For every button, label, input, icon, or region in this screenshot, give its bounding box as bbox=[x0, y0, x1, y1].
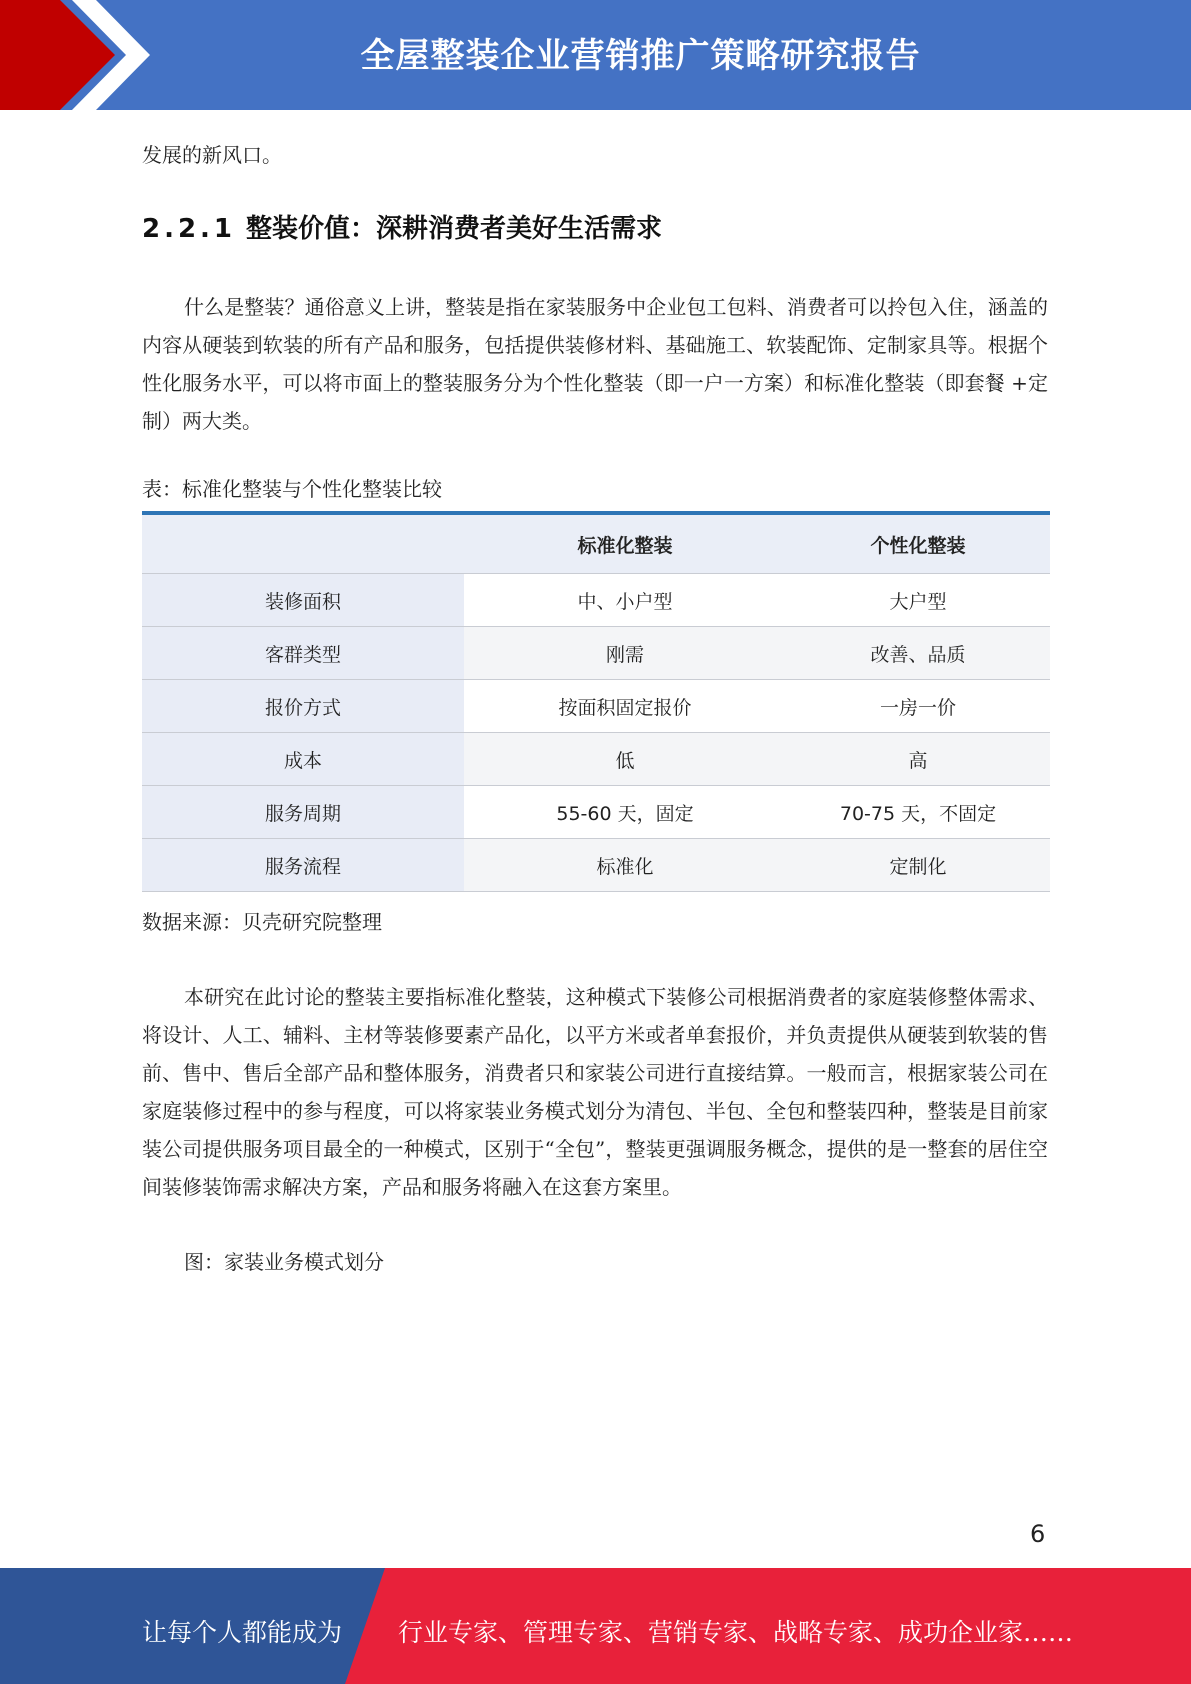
row-label: 成本 bbox=[142, 733, 464, 786]
row-label: 客群类型 bbox=[142, 627, 464, 680]
table-cell: 中、小户型 bbox=[464, 574, 786, 627]
table-cell: 按面积固定报价 bbox=[464, 680, 786, 733]
table-cell: 标准化 bbox=[464, 839, 786, 892]
table-header-row bbox=[142, 513, 1050, 574]
footer-slogan-right: 行业专家、管理专家、营销专家、战略专家、成功企业家…… bbox=[398, 1618, 1074, 1647]
table-cell: 70-75 天，不固定 bbox=[786, 786, 1050, 839]
table-cell: 刚需 bbox=[464, 627, 786, 680]
table-cell: 大户型 bbox=[786, 574, 1050, 627]
lead-text: 发展的新风口。 bbox=[142, 143, 282, 167]
table-header-cell: 标准化整装 bbox=[464, 513, 786, 574]
lead-text-block bbox=[142, 136, 1048, 174]
paragraph-text: 什么是整装？通俗意义上讲，整装是指在家装服务中企业包工包料、消费者可以拎包入住，涵盖的内容从硬装到软装的所有产品和服务，包括提供装修材料、基础施工、软装配饰、定制家具等。根据个性化服务水平，可以将市面上的整装服务分为个性化整装（即一户一方案）和标准化整装（即套餐 +定制）两大类。 bbox=[142, 295, 1048, 433]
paragraph-body bbox=[142, 978, 1048, 1206]
section-number: 2.2.1 bbox=[142, 214, 237, 244]
table-header-cell: 个性化整装 bbox=[786, 513, 1050, 574]
table-row bbox=[142, 786, 1050, 839]
header-arrow-decoration bbox=[0, 0, 150, 110]
section-heading bbox=[142, 208, 1048, 245]
comparison-table-wrapper bbox=[142, 511, 1048, 892]
paragraph-text: 本研究在此讨论的整装主要指标准化整装，这种模式下装修公司根据消费者的家庭装修整体需求、将设计、人工、辅料、主材等装修要素产品化，以平方米或者单套报价，并负责提供从硬装到软装的售前、售中、售后全部产品和整体服务，消费者只和家装公司进行直接结算。一般而言，根据家装公司在家庭装修过程中的参与程度，可以将家装业务模式划分为清包、半包、全包和整装四种，整装是目前家装公司提供服务项目最全的一种模式，区别于“全包”，整装更强调服务概念，提供的是一整套的居住空间装修装饰需求解决方案，产品和服务将融入在这套方案里。 bbox=[142, 985, 1048, 1199]
table-row bbox=[142, 680, 1050, 733]
comparison-table bbox=[142, 511, 1050, 892]
table-row bbox=[142, 733, 1050, 786]
table-row bbox=[142, 574, 1050, 627]
row-label: 服务流程 bbox=[142, 839, 464, 892]
table-caption: 表：标准化整装与个性化整装比较 bbox=[142, 477, 442, 501]
page-number: 6 bbox=[1030, 1520, 1046, 1548]
table-cell: 改善、品质 bbox=[786, 627, 1050, 680]
paragraph-intro bbox=[142, 288, 1048, 440]
figure-caption: 图：家装业务模式划分 bbox=[184, 1250, 384, 1274]
report-title: 全屋整装企业营销推广策略研究报告 bbox=[360, 36, 921, 76]
row-label: 装修面积 bbox=[142, 574, 464, 627]
footer-slogan-left: 让每个人都能成为 bbox=[142, 1618, 343, 1647]
table-cell: 低 bbox=[464, 733, 786, 786]
table-header-cell bbox=[142, 513, 464, 574]
table-source: 数据来源：贝壳研究院整理 bbox=[142, 910, 382, 934]
header-band bbox=[0, 0, 1191, 110]
table-cell: 一房一价 bbox=[786, 680, 1050, 733]
table-row bbox=[142, 627, 1050, 680]
row-label: 报价方式 bbox=[142, 680, 464, 733]
table-cell: 55-60 天，固定 bbox=[464, 786, 786, 839]
table-row bbox=[142, 839, 1050, 892]
table-cell: 高 bbox=[786, 733, 1050, 786]
table-cell: 定制化 bbox=[786, 839, 1050, 892]
row-label: 服务周期 bbox=[142, 786, 464, 839]
section-title: 整装价值：深耕消费者美好生活需求 bbox=[246, 214, 663, 244]
